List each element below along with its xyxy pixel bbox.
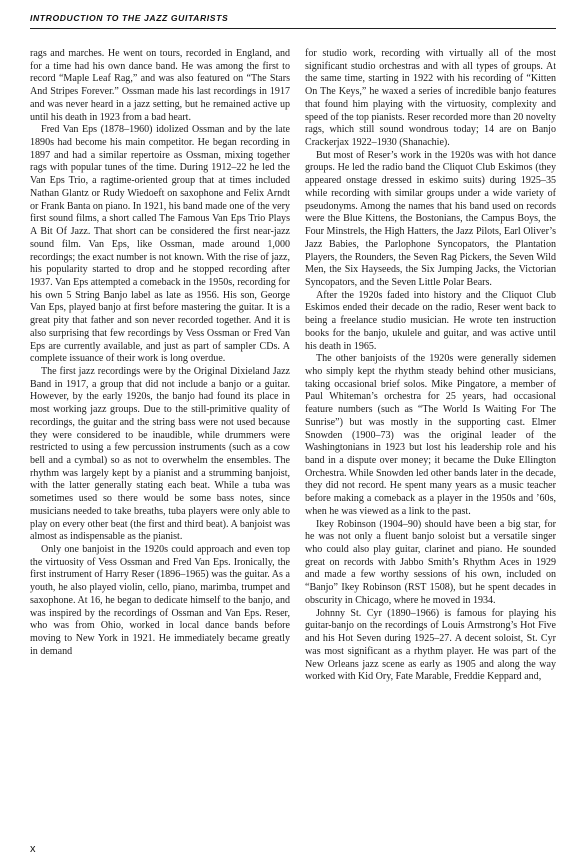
paragraph: Johnny St. Cyr (1890–1966) is famous for playing his guitar-banjo on the recordings of Louis Armstrong’s Hot Five and his Hot Seven during 1925–27. A decent soloist, St. Cyr was most significant as a rhythm player. He was part of the New Orleans jazz scene as early as 1905 and along the way worked with Kid Ory, Fate Marable, Freddie Keppard and, [305, 607, 556, 683]
paragraph: Fred Van Eps (1878–1960) idolized Ossman and by the late 1890s had become his main competitor. He began recording in 1897 and had a similar repertoire as Ossman, mixing together rags with popular tunes of the time. During 1912–22 he led the Van Eps Trio, a ragtime-oriented group that at times included Nathan Glantz or Rudy Wiedoeft on saxophone and Felix Arndt or Frank Banta on piano. In 1921, his band made one of the very first sound films, a short called The Famous Van Eps Trio Plays A Bit Of Jazz. That short can be considered the first near-jazz sound film. Van Eps, like Ossman, made around 1,000 recordings; the exact number is not known. With the rise of jazz, his popularity started to drop and he stopped recording after 1937. Van Eps attempted a comeback in the 1950s, recording for his own 5 String Banjo label as late as 1956. His son, George Van Eps, played banjo at first before mastering the guitar. It is a great pity that father and son never recorded together. And it is also surprising that few recordings by Vess Ossman or Fred Van Eps are currently available, and just as part of sampler CDs. A complete issuance of their work is long overdue. [30, 124, 290, 365]
paragraph: rags and marches. He went on tours, recorded in England, and for a time had his own dance band. He was among the first to record “Maple Leaf Rag,” and was also featured on “The Stars And Stripes Forever.” Ossman made his last recordings in 1917 and was never heard in a jazz setting, but he remained active up until his death in 1923 from a bad heart. [30, 48, 290, 123]
page-number: x [30, 843, 36, 855]
left-column [30, 48, 290, 834]
paragraph: After the 1920s faded into history and the Cliquot Club Eskimos ended their decade on the radio, Reser went back to being a freelance studio musician. He wrote ten instruction books for the banjo, ukulele and guitar, and was active until his death in 1965. [305, 289, 556, 352]
paragraph: The other banjoists of the 1920s were generally sidemen who simply kept the rhythm steady behind other musicians, taking occasional brief solos. Mike Pingatore, a member of Paul Whiteman’s orchestra for 25 years, had occasional feature numbers (such as “The World Is Waiting For The Sunrise”) but was mostly in the supporting cast. Elmer Snowden (1900–73) was the original leader of the Washingtonians in 1923 but lost his leadership role and his band in a dispute over money; it became the Duke Ellington Orchestra. While Snowden led other bands later in the decade, they did not record. He spent many years as a music teacher before making a comeback as a player in the 1950s and ’60s, when he was viewed as a link to the past. [305, 353, 556, 517]
paragraph: The first jazz recordings were by the Original Dixieland Jazz Band in 1917, a group that did not include a banjo or a guitar. However, by the early 1920s, the banjo had found its place in most working jazz groups. Due to the still-primitive quality of recordings, the guitar and the string bass were not used because they were considered to be inaudible, while drummers were restricted to using a few percussion instruments (such as a cow bell and a cymbal) so as not to overwhelm the ensembles. The rhythm was largely kept by a pianist and a strumming banjoist, with the latter generally stating each beat. While a tuba was sometimes used so there would be some bass notes, since musicians needed to take breaths, tuba players were only able to play on every other beat (the first and third beat). A banjoist was almost as indispensable as the pianist. [30, 365, 290, 543]
paragraph: But most of Reser’s work in the 1920s was with hot dance groups. He led the radio band the Cliquot Club Eskimos (they appeared onstage dressed in eskimo suits) during 1925–35 while recording with similar groups under a wide variety of pseudonyms. Among the names that his band used on records were the Blue Kittens, the Bostonians, the Campus Boys, the Four Minstrels, the High Hatters, the Jazz Pilots, Earl Oliver’s Jazz Babies, the Parlophone Syncopators, the Plantation Players, the Rounders, the Seven Rag Pickers, the Seven Wild Men, the Six Hayseeds, the Six Jumping Jacks, the Victorian Syncopators, and the Seven Little Polar Bears. [305, 149, 556, 288]
paragraph: Only one banjoist in the 1920s could approach and even top the virtuosity of Vess Ossman and Fred Van Eps. Ironically, the first instrument of Harry Reser (1896–1965) was the guitar. As a youth, he also played violin, cello, piano, marimba, trumpet and saxophone. At 16, he began to dedicate himself to the banjo, and was inspired by the recordings of Ossman and Van Eps. Reser, who was from Ohio, worked in local dance bands before moving to New York in 1921. He immediately became greatly in demand [30, 544, 290, 657]
paragraph: Ikey Robinson (1904–90) should have been a big star, for he was not only a fluent banjo soloist but a versatile singer who could also play guitar, clarinet and piano. He sounded great on records with Jabbo Smith’s Rhythm Aces in 1929 and made a few worthy sessions of his own, included on “Banjo” Ikey Robinson (RST 1508), but he spent decades in obscurity in Chicago, where he moved in 1934. [305, 518, 556, 606]
paragraph: for studio work, recording with virtually all of the most significant studio orchestras and with all types of groups. At the same time, starting in 1922 with his recording of “Kitten On The Keys,” he waxed a series of incredible banjo features that found him playing with the virtuosity, complexity and speed of the top pianists. Reser recorded more than 20 novelty rags, which still sound wondrous today; 14 are on Banjo Crackerjax 1922–1930 (Shanachie). [305, 48, 556, 149]
right-column [305, 48, 556, 834]
running-header-title: INTRODUCTION TO THE JAZZ GUITARISTS [30, 13, 229, 23]
running-header [30, 8, 556, 29]
body-text [30, 48, 556, 834]
